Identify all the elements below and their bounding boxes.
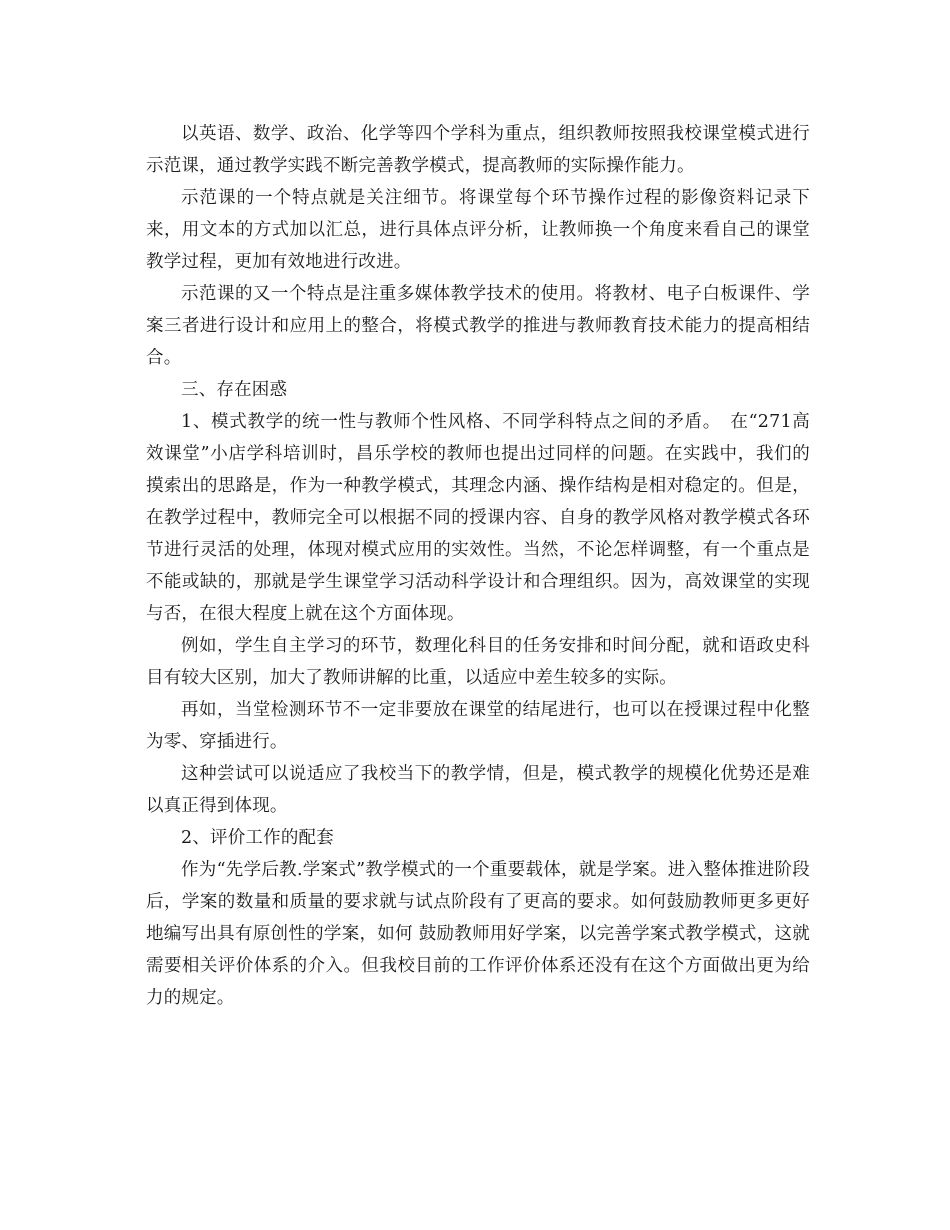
subheading-evaluation: 2、评价工作的配套: [181, 828, 334, 848]
section-heading-confusions: 三、存在困惑: [181, 380, 288, 400]
paragraph-multimedia-feature: 示范课的又一个特点是注重多媒体教学技术的使用。将教材、电子白板课件、学案三者进行设计和应用上的整合，将模式教学的推进与教师教育技术能力的提高相结合。: [146, 284, 810, 368]
paragraph-detail-feature: 示范课的一个特点就是关注细节。将课堂每个环节操作过程的影像资料记录下来，用文本的方式加以汇总，进行具体点评分析，让教师换一个角度来看自己的课堂教学过程，更加有效地进行改进。: [146, 188, 810, 272]
paragraph-attempt-summary: 这种尝试可以说适应了我校当下的教学情，但是，模式教学的规模化优势还是难以真正得到体现。: [146, 764, 810, 816]
paragraph-evaluation-detail: 作为“先学后教.学案式”教学模式的一个重要载体，就是学案。进入整体推进阶段后，学案的数量和质量的要求就与试点阶段有了更高的要求。如何鼓励教师更多更好地编写出具有原创性的学案，如何 鼓励教师用好学案，以完善学案式教学模式，这就需要相关评价体系的介入。但我校目前的工作评价体系还没有在这个方面做出更为给力的规定。: [146, 860, 810, 1008]
paragraph-demo-lessons-intro: 以英语、数学、政治、化学等四个学科为重点，组织教师按照我校课堂模式进行示范课，通过教学实践不断完善教学模式，提高教师的实际操作能力。: [146, 124, 810, 176]
paragraph-example-testing: 再如，当堂检测环节不一定非要放在课堂的结尾进行，也可以在授课过程中化整为零、穿插进行。: [146, 700, 810, 752]
paragraph-example-self-study: 例如，学生自主学习的环节，数理化科目的任务安排和时间分配，就和语政史科目有较大区别，加大了教师讲解的比重，以适应中差生较多的实际。: [146, 636, 810, 688]
document-body: [146, 118, 810, 1014]
paragraph-contradiction: 1、模式教学的统一性与教师个性风格、不同学科特点之间的矛盾。 在“271高效课堂”小店学科培训时，昌乐学校的教师也提出过同样的问题。在实践中，我们的摸索出的思路是，作为一种教学模式，其理念内涵、操作结构是相对稳定的。但是，在教学过程中，教师完全可以根据不同的授课内容、自身的教学风格对教学模式各环节进行灵活的处理，体现对模式应用的实效性。当然，不论怎样调整，有一个重点是不能或缺的，那就是学生课堂学习活动科学设计和合理组织。因为，高效课堂的实现与否，在很大程度上就在这个方面体现。: [146, 412, 810, 624]
